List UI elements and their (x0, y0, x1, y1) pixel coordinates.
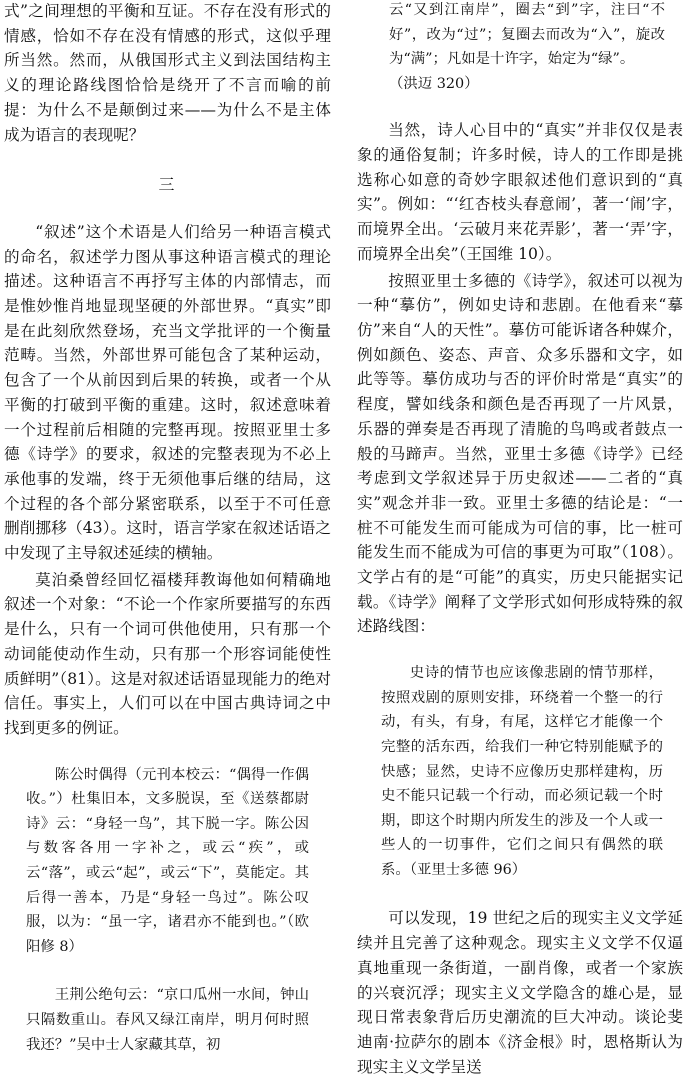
quote-hongmai-start-text: 王荆公绝句云：“京口瓜州一水间，钟山只隔数重山。春风又绿江南岸，明月何时照我还？”吴中士人家藏其草，初 (26, 987, 309, 1053)
right-column (357, 0, 683, 1079)
block-quote-ouyang (4, 763, 331, 960)
left-column (4, 0, 331, 1057)
block-quote-aristotle (357, 661, 683, 882)
quote-aristotle-text: 史诗的情节也应该像悲剧的情节那样，按照戏剧的原则安排，环绕着一个整一的行动，有头，有身，有尾，这样它才能像一个完整的活东西，给我们一种它特别能赋予的快感；显然，史诗不应像历史那样建构，历史不能只记载一个行动，而必须记载一个时期，即这个时期内所发生的涉及一个人或一些人的一切事件，它们之间只有偶然的联系。（亚里士多德 96） (381, 665, 663, 878)
section-heading: 三 (158, 175, 177, 195)
paragraph-maupassant: 莫泊桑曾经回忆福楼拜教诲他如何精确地叙述一个对象：“不论一个作家所要描写的东西是什么，只有一个词可供他使用，只有那一个动词能使动作生动，只有那一个形容词能使性质鲜明”（81）。这是对叙述话语显现能力的绝对信任。事实上，人们可以在中国古典诗词之中找到更多的例证。 (4, 570, 331, 737)
paragraph-narrative-term: “叙述”这个术语是人们给另一种语言模式的命名，叙述学力图从事这种语言模式的理论描述。这种语言不再抒写主体的内部情志，而是惟妙惟肖地显现坚硬的外部世界。“真实”即是在此刻欣然登场，充当文学批评的一个衡量范畴。当然，外部世界可能包含了某种运动，包含了一个从前因到后果的转换，或者一个从平衡的打破到平衡的重建。这时，叙述意味着一个过程前后相随的完整再现。按照亚里士多德《诗学》的要求，叙述的完整表现为不必上承他事的发端，终于无须他事后继的结局，这个过程的各个部分紧密联系，以至于不可任意删削挪移（43）。这时，语言学家在叙述话语之中发现了主导叙述延续的横轴。 (4, 222, 331, 563)
paragraph-continued: 式”之间理想的平衡和互证。不存在没有形式的情感，恰如不存在没有情感的形式，这似乎理所当然。然而，从俄国形式主义到法国结构主义的理论路线图恰恰是绕开了不言而喻的前提：为什么不是颠倒过来——为什么不是主体成为语言的表现呢？ (4, 2, 331, 144)
paragraph-poet-truth: 当然，诗人心目中的“真实”并非仅仅是表象的通俗复制；许多时候，诗人的工作即是挑选称心如意的奇妙字眼叙述他们意识到的“真实”。例如：“‘红杏枝头春意闹’，著一‘闹’字，而境界全出。‘云破月来花弄影’，著一‘弄’字，而境界全出矣”（王国维 10）。 (357, 121, 683, 263)
paragraph-realism: 可以发现，19 世纪之后的现实主义文学延续并且完善了这种观念。现实主义文学不仅逼真地重现一条街道，一副肖像，或者一个家族的兴衰沉浮；现实主义文学隐含的雄心是，显现日常表象背后历史潮流的巨大冲动。谈论斐迪南·拉萨尔的剧本《济金根》时，恩格斯认为现实主义文学呈送 (357, 909, 683, 1076)
block-quote-hongmai-end (357, 0, 683, 96)
paragraph-aristotle-poetics: 按照亚里士多德的《诗学》，叙述可以视为一种“摹仿”，例如史诗和悲剧。在他看来“摹仿”来自“人的天性”。摹仿可能诉诸各种媒介，例如颜色、姿态、声音、众多乐器和文字，如此等等。摹仿成功与否的评价时常是“真实”的程度，譬如线条和颜色是否再现了一片风景，乐器的弹奏是否再现了清脆的鸟鸣或者鼓点一般的马蹄声。当然，亚里士多德《诗学》已经考虑到文学叙述异于历史叙述——二者的“真实”观念并非一致。亚里士多德的结论是：“一桩不可能发生而可能成为可信的事，比一桩可能发生而不能成为可信的事更为可取”（108）。文学占有的是“可能”的真实，历史只能据实记载。《诗学》阐释了文学形式如何形成特殊的叙述路线图： (357, 271, 683, 636)
block-quote-hongmai-start (4, 983, 331, 1057)
quote-hongmai-end-text: 云“又到江南岸”，圈去“到”字，注曰“不好”，改为“过”；复圈去而改为“入”，旋改为“满”；凡如是十许字，始定为“绿”。 (389, 2, 665, 68)
quote-ouyang-text: 陈公时偶得（元刊本校云：“偶得一作偶收。”）杜集旧本，文多脱误，至《送蔡都尉诗》云：“身轻一鸟”，其下脱一字。陈公因与数客各用一字补之，或云“疾”，或云“落”，或云“起”，或云“下”，莫能定。其后得一善本，乃是“身轻一鸟过”。陈公叹服，以为：“虽一字，诸君亦不能到也。”（欧阳修 8） (26, 766, 309, 955)
quote-hongmai-citation: （洪迈 320） (389, 75, 479, 92)
